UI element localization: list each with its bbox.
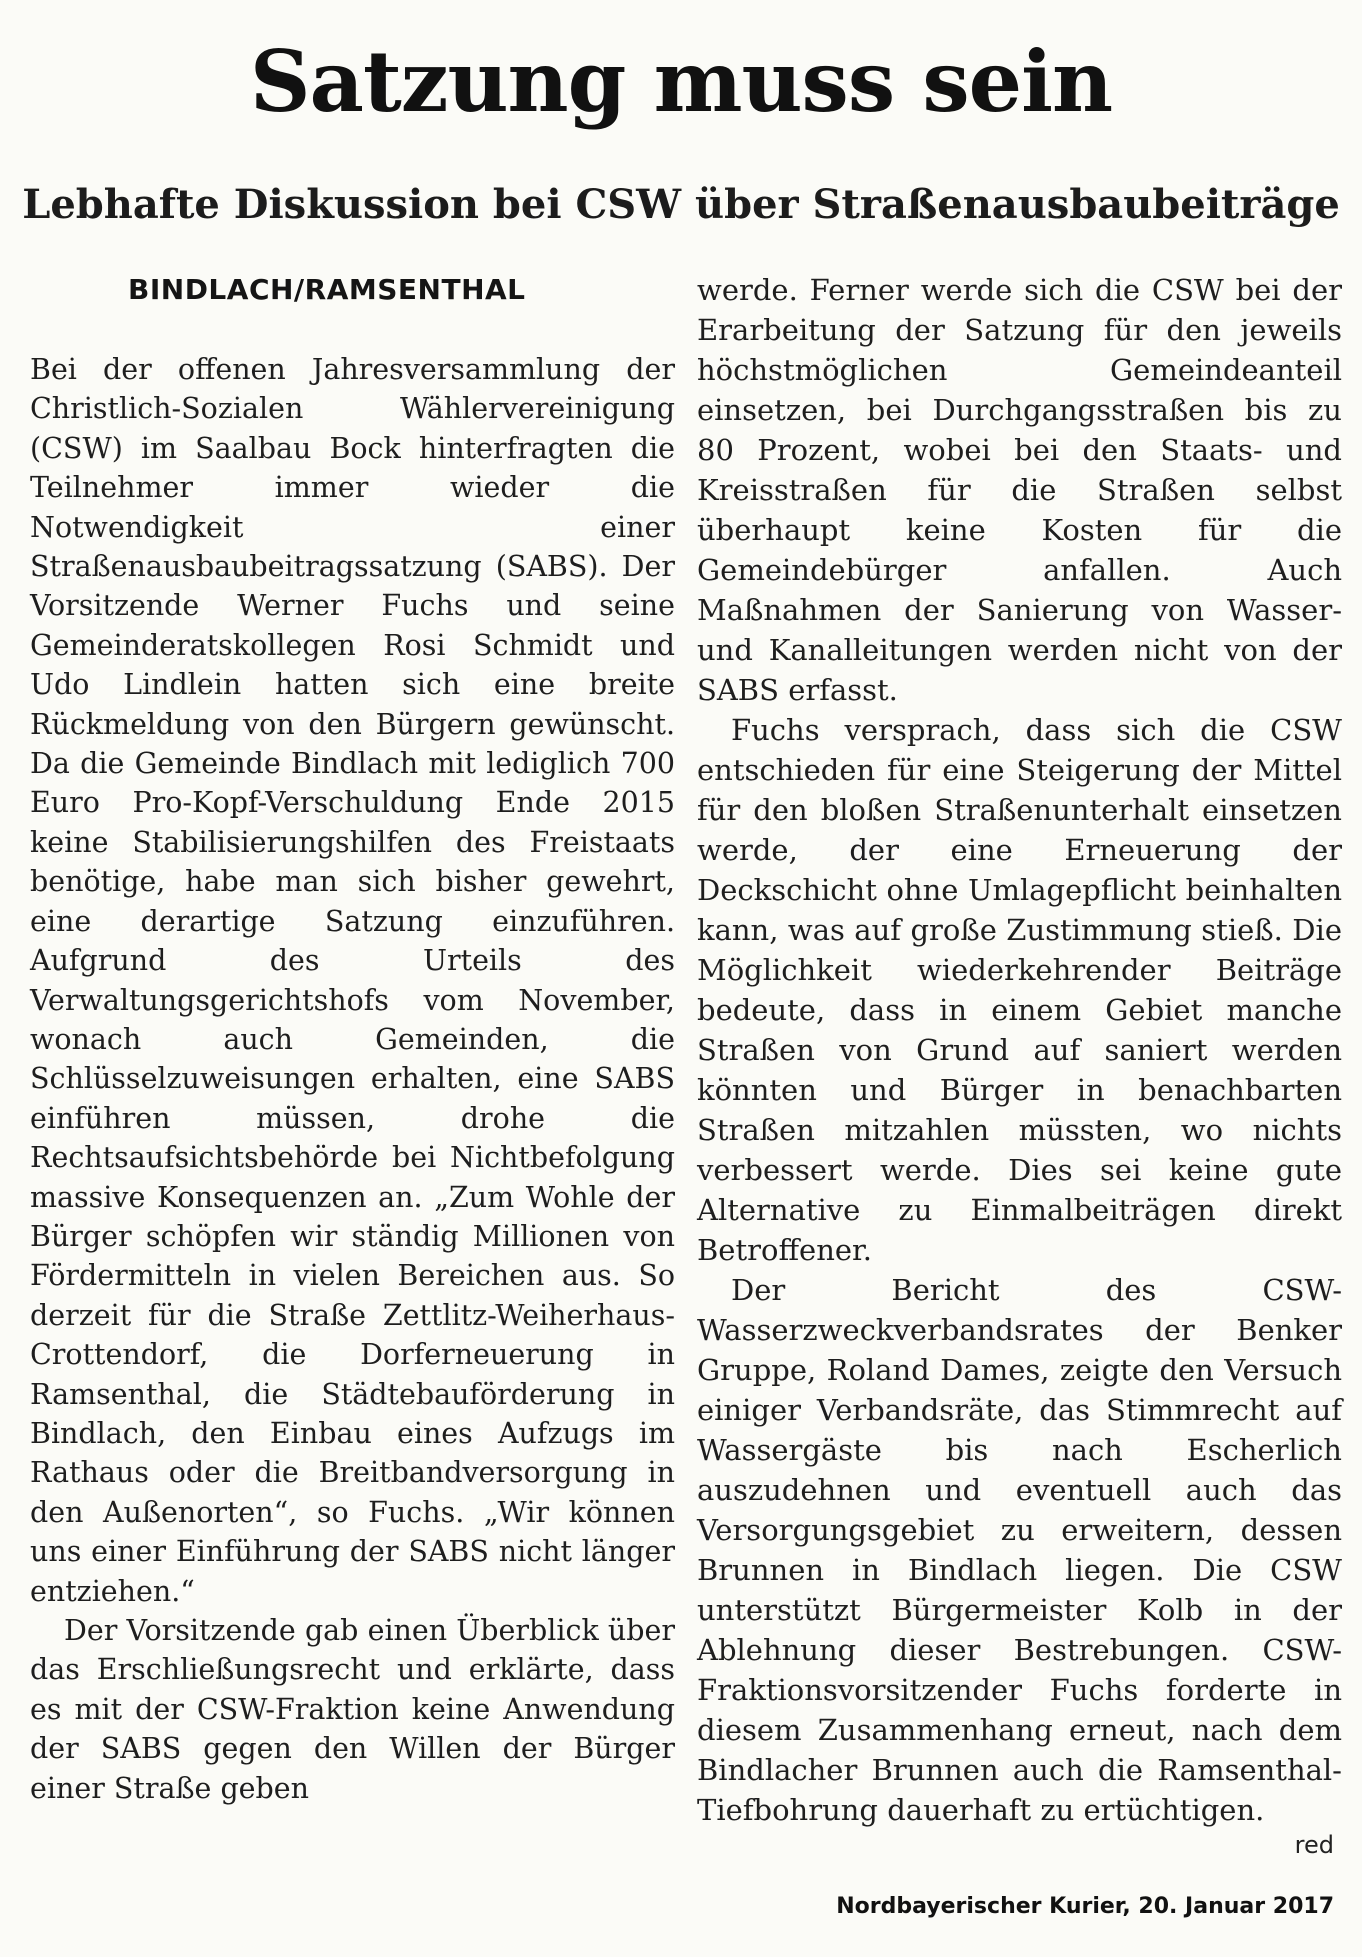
- article-author: red: [1294, 1831, 1334, 1859]
- article-subheadline: Lebhafte Diskussion bei CSW über Straßenausbaubeiträge: [22, 181, 1340, 228]
- article-paragraph: Der Vorsitzende gab einen Überblick über das Erschließungsrecht und erklärte, dass es mit der CSW-Fraktion keine Anwendung der SABS gegen den Willen der Bürger einer Straße geben: [30, 1614, 675, 1805]
- article-paragraph: Fuchs versprach, dass sich die CSW entschieden für eine Steigerung der Mittel für den bloßen Straßenunterhalt einsetzen werde, der eine Erneuerung der Deckschicht ohne Umlagepflicht beinhalten kann, was auf große Zustimmung stieß. Die Möglichkeit wiederkehrender Beiträge bedeute, dass in einem Gebiet manche Straßen von Grund auf saniert werden könnten und Bürger in benachbarten Straßen mitzahlen müssten, wo nichts verbessert werde. Dies sei keine gute Alternative zu Einmalbeiträgen direkt Betroffener.: [697, 713, 1342, 1267]
- article-paragraph: Der Bericht des CSW-Wasserzweckverbandsrates der Benker Gruppe, Roland Dames, zeigte den Versuch einiger Verbandsräte, das Stimmrecht auf Wassergäste bis nach Escherlich auszudehnen und eventuell auch das Versorgungsgebiet zu erweitern, dessen Brunnen in Bindlach liegen. Die CSW unterstützt Bürgermeister Kolb in der Ablehnung dieser Bestrebungen. CSW-Fraktionsvorsitzender Fuchs forderte in diesem Zusammenhang erneut, nach dem Bindlacher Brunnen auch die Ramsenthal-Tiefbohrung dauerhaft zu ertüchtigen.: [697, 1273, 1342, 1827]
- article-headline: Satzung muss sein: [249, 32, 1113, 131]
- article-source-citation: Nordbayerischer Kurier, 20. Januar 2017: [836, 1894, 1334, 1919]
- article-paragraph: werde. Ferner werde sich die CSW bei der Erarbeitung der Satzung für den jeweils höchstmöglichen Gemeindeanteil einsetzen, bei Durchgangsstraßen bis zu 80 Prozent, wobei bei den Staats- und Kreisstraßen für die Straßen selbst überhaupt keine Kosten für die Gemeindebürger anfallen. Auch Maßnahmen der Sanierung von Wasser- und Kanalleitungen werden nicht von der SABS erfasst.: [697, 273, 1342, 707]
- article-dateline: BINDLACH/RAMSENTHAL: [128, 273, 526, 306]
- article-column-left: [30, 270, 675, 1808]
- article-paragraph: Bei der offenen Jahresversammlung der Christlich-Sozialen Wählervereinigung (CSW) im Saalbau Bock hinterfragten die Teilnehmer immer wieder die Notwendigkeit einer Straßenausbaubeitragssatzung (SABS). Der Vorsitzende Werner Fuchs und seine Gemeinderatskollegen Rosi Schmidt und Udo Lindlein hatten sich eine breite Rückmeldung von den Bürgern gewünscht. Da die Gemeinde Bindlach mit lediglich 700 Euro Pro-Kopf-Verschuldung Ende 2015 keine Stabilisierungshilfen des Freistaats benötige, habe man sich bisher gewehrt, eine derartige Satzung einzuführen. Aufgrund des Urteils des Verwaltungsgerichtshofs vom November, wonach auch Gemeinden, die Schlüsselzuweisungen erhalten, eine SABS einführen müssen, drohe die Rechtsaufsichtsbehörde bei Nichtbefolgung massive Konsequenzen an. „Zum Wohle der Bürger schöpfen wir ständig Millionen von Fördermitteln in vielen Bereichen aus. So derzeit für die Straße Zettlitz-Weiherhaus-Crottendorf, die Dorferneuerung in Ramsenthal, die Städtebauförderung in Bindlach, den Einbau eines Aufzugs im Rathaus oder die Breitbandversorgung in den Außenorten“, so Fuchs. „Wir können uns einer Einführung der SABS nicht länger entziehen.“: [30, 353, 675, 1608]
- article-column-right: [697, 270, 1342, 1830]
